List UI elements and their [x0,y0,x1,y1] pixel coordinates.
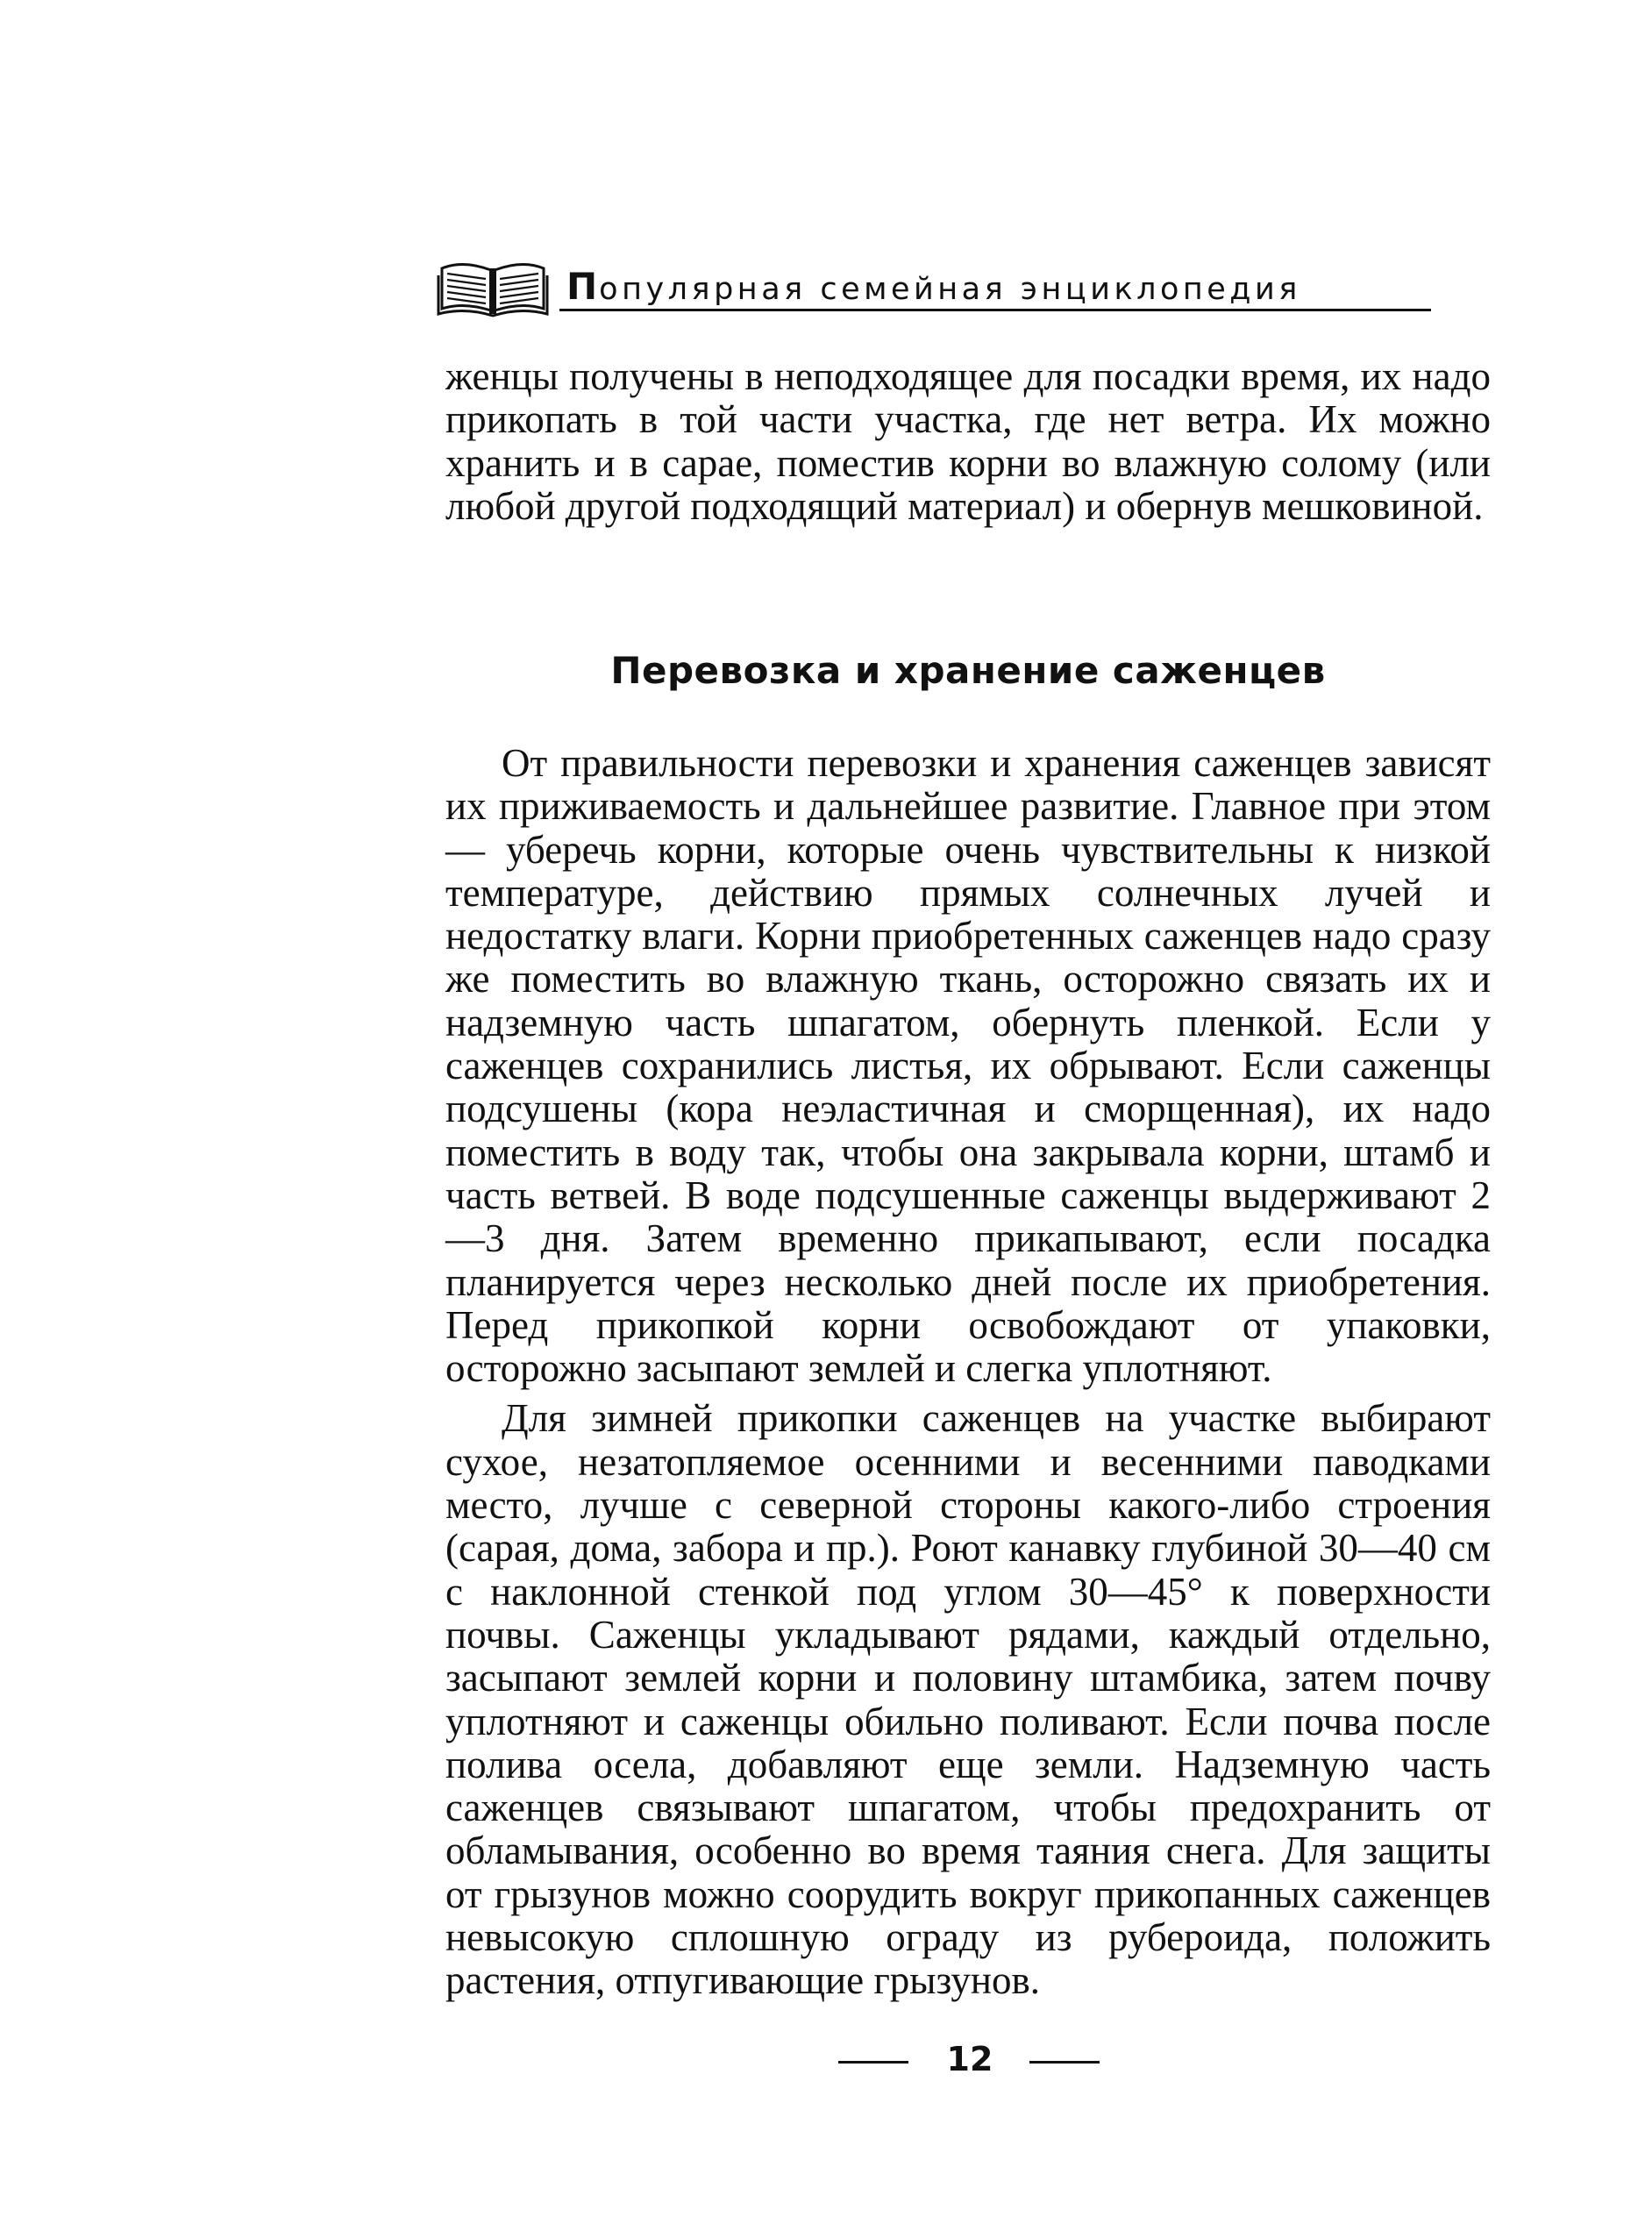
running-header [437,256,1431,317]
section-heading: Перевозка и хранение саженцев [610,649,1326,692]
section-body [445,742,1491,2003]
folio-rule-right [1029,2061,1100,2064]
body-paragraph: От правильности перевозки и хранения саженцев зависят их приживаемость и дальнейшее развитие. Главное при этом — уберечь корни, которые очень чувствительны к низкой температуре, действию прямых солнечных лучей и недостатку влаги. Корни приобретенных саженцев надо сразу же поместить во влажную ткань, осторожно связать их и надземную часть шпагатом, обернуть пленкой. Если у саженцев сохранились листья, их обрывают. Если саженцы подсушены (кора неэластичная и сморщенная), их надо поместить в воду так, чтобы она закрывала корни, штамб и часть ветвей. В воде подсушенные саженцы выдерживают 2—3 дня. Затем временно прикапывают, если посадка планируется через несколько дней после их приобретения. Перед прикопкой корни освобождают от упаковки, осторожно засыпают землей и слегка уплотняют. [445,741,1491,1391]
intro-text [445,355,1491,528]
page-number: 12 [946,2040,993,2078]
series-title-initial: П [566,265,600,308]
body-paragraph: Для зимней прикопки саженцев на участке выбирают сухое, незатопляемое осенними и весенними паводками место, лучше с северной стороны какого-либо строения (сарая, дома, забора и пр.). Роют канавку глубиной 30—40 см с наклонной стенкой под углом 30—45° к поверхности почвы. Саженцы укладывают рядами, каждый отдельно, засыпают землей корни и половину штамбика, затем почву уплотняют и саженцы обильно поливают. Если почва после полива осела, добавляют еще земли. Надземную часть саженцев связывают шпагатом, чтобы предохранить от обламывания, особенно во время таяния снега. Для защиты от грызунов можно соорудить вокруг прикопанных саженцев невысокую сплошную ограду из рубероида, положить растения, отпугивающие грызунов. [445,1396,1491,2003]
folio-rule-left [838,2061,908,2064]
header-rule [559,309,1431,311]
intro-paragraph: женцы получены в неподходящее для посадки время, их надо прикопать в той части участка, где нет ветра. Их можно хранить и в сарае, поместив корни во влажную солому (или любой другой подходящий материал) и обернув мешковиной. [445,354,1491,528]
series-title-rest: опулярная семейная энциклопедия [599,272,1301,307]
open-book-icon [437,256,549,317]
series-title [566,265,1301,308]
page-footer [838,2035,1101,2087]
